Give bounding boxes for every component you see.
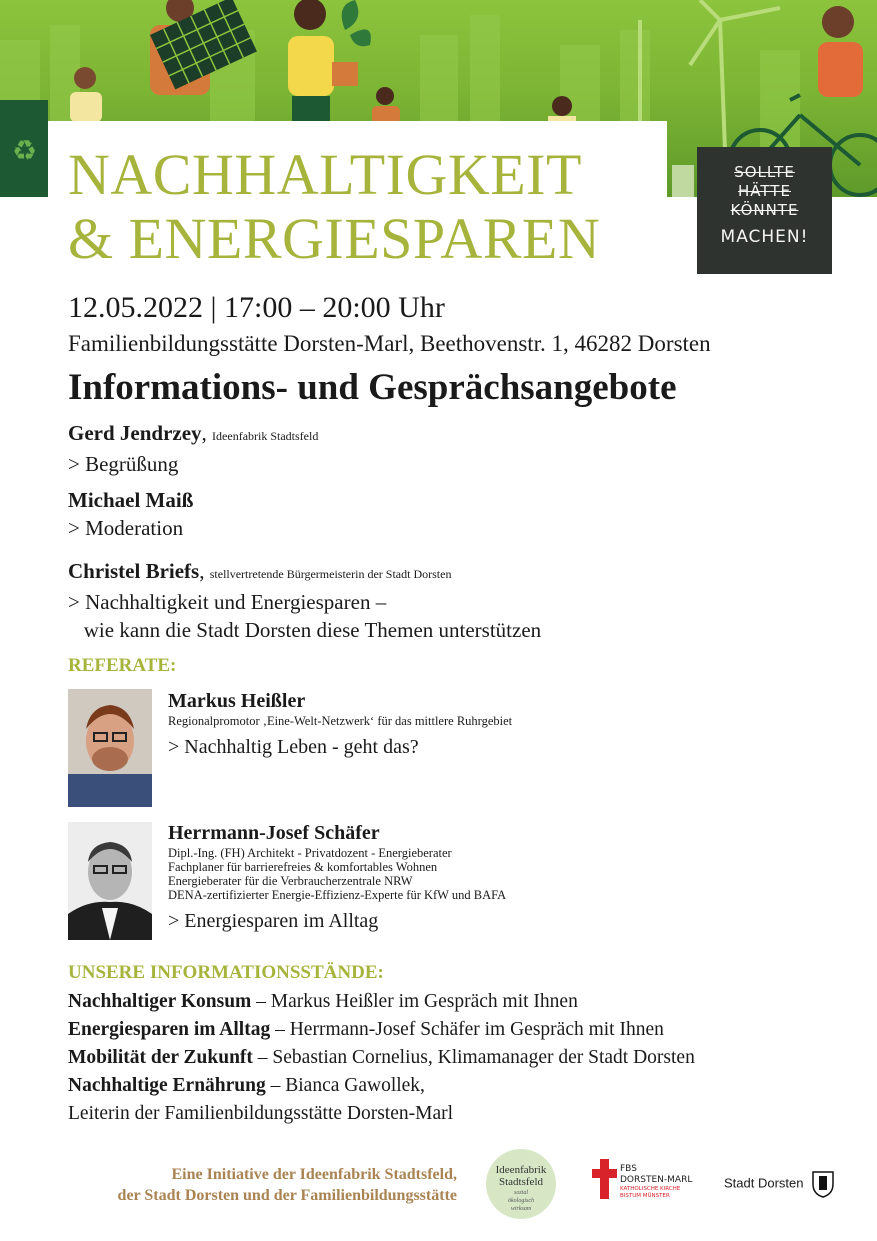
svg-text:ökologisch: ökologisch bbox=[508, 1198, 534, 1204]
program-speaker-name: Michael Maiß bbox=[68, 488, 194, 512]
stand-host: – Herrmann-Josef Schäfer im Gespräch mit Ihnen bbox=[270, 1019, 664, 1040]
stand-topic: Nachhaltiger Konsum bbox=[68, 991, 252, 1012]
program-topic: > Begrüßung bbox=[68, 452, 179, 476]
coat-of-arms-icon bbox=[811, 1170, 835, 1198]
program-speaker-name: Christel Briefs bbox=[68, 559, 200, 583]
speaker-description: Dipl.-Ing. (FH) Architekt - Privatdozent - Energieberater bbox=[168, 846, 452, 860]
event-datetime: 12.05.2022 | 17:00 – 20:00 Uhr bbox=[68, 291, 445, 324]
chalk-crossed-word: HÄTTE bbox=[738, 182, 791, 200]
chalk-crossed-word: KÖNNTE bbox=[730, 201, 799, 219]
program-heading: Informations- und Gesprächsangebote bbox=[68, 367, 677, 408]
speaker-description: Energieberater für die Verbraucherzentrale NRW bbox=[168, 874, 413, 888]
stand-host: – Markus Heißler im Gespräch mit Ihnen bbox=[251, 991, 578, 1012]
title-line-1: NACHHALTIGKEIT bbox=[68, 142, 582, 207]
initiative-note bbox=[62, 1164, 457, 1206]
speaker-topic: > Energiesparen im Alltag bbox=[168, 910, 379, 932]
speaker-description: Fachplaner für barrierefreies & komfortables Wohnen bbox=[168, 860, 438, 874]
title-line-2: & ENERGIESPAREN bbox=[68, 206, 601, 271]
referate-heading: REFERATE: bbox=[68, 655, 177, 676]
speaker-topic: > Nachhaltig Leben - geht das? bbox=[168, 736, 419, 758]
stand-host: – Sebastian Cornelius, Klimamanager der Stadt Dorsten bbox=[252, 1047, 695, 1068]
list-item bbox=[68, 1016, 695, 1044]
speaker-name: Markus Heißler bbox=[168, 690, 306, 712]
speaker-entry bbox=[168, 820, 506, 935]
stands-list bbox=[68, 988, 695, 1128]
stand-host: – Bianca Gawollek, bbox=[265, 1075, 425, 1096]
speaker-photo-schaefer bbox=[68, 822, 152, 940]
fbs-logo bbox=[590, 1157, 710, 1205]
chalkboard-badge bbox=[697, 147, 832, 274]
svg-text:KATHOLISCHE KIRCHE: KATHOLISCHE KIRCHE bbox=[620, 1186, 681, 1192]
program-topic: wie kann die Stadt Dorsten diese Themen unterstützen bbox=[68, 618, 542, 642]
program-topic: > Nachhaltigkeit und Energiesparen – bbox=[68, 590, 387, 614]
initiative-line-2: der Stadt Dorsten und der Familienbildungsstätte bbox=[117, 1187, 457, 1204]
svg-text:BISTUM MÜNSTER: BISTUM MÜNSTER bbox=[620, 1193, 670, 1199]
svg-text:sozial: sozial bbox=[513, 1190, 529, 1196]
program-item bbox=[68, 486, 193, 542]
list-item bbox=[68, 988, 695, 1016]
page-title bbox=[68, 143, 600, 271]
svg-text:Stadtsfeld: Stadtsfeld bbox=[499, 1176, 543, 1188]
stadt-dorsten-label: Stadt Dorsten bbox=[724, 1175, 804, 1191]
stand-topic: Energiesparen im Alltag bbox=[68, 1019, 271, 1040]
stand-host: Leiterin der Familienbildungsstätte Dorsten-Marl bbox=[68, 1103, 454, 1124]
list-item bbox=[68, 1072, 695, 1100]
svg-text:DORSTEN-MARL: DORSTEN-MARL bbox=[620, 1175, 693, 1185]
program-speaker-role: Ideenfabrik Stadtsfeld bbox=[212, 429, 319, 443]
svg-text:FBS: FBS bbox=[620, 1164, 637, 1174]
program-speaker-role: stellvertretende Bürgermeisterin der Stadt Dorsten bbox=[209, 567, 452, 581]
stadt-dorsten-logo bbox=[724, 1170, 835, 1198]
stands-heading: UNSERE INFORMATIONSSTÄNDE: bbox=[68, 962, 384, 983]
chalk-final-word: MACHEN! bbox=[720, 227, 809, 247]
svg-text:♻: ♻ bbox=[12, 134, 38, 167]
svg-text:Ideenfabrik: Ideenfabrik bbox=[495, 1164, 547, 1176]
svg-text:wirksam: wirksam bbox=[510, 1206, 532, 1212]
speaker-description: Regionalpromotor ‚Eine-Welt-Netzwerk‘ für das mittlere Ruhrgebiet bbox=[168, 714, 513, 728]
speaker-photo-heissler bbox=[68, 689, 152, 807]
stand-topic: Nachhaltige Ernährung bbox=[68, 1075, 266, 1096]
speaker-description: DENA-zertifizierter Energie-Effizienz-Experte für KfW und BAFA bbox=[168, 888, 507, 902]
initiative-line-1: Eine Initiative der Ideenfabrik Stadtsfeld, bbox=[171, 1166, 457, 1183]
program-topic: > Moderation bbox=[68, 516, 184, 540]
list-item bbox=[68, 1044, 695, 1072]
program-item: Gerd Jendrzey, Ideenfabrik Stadtsfeld > Begrüßung bbox=[68, 421, 319, 476]
program-item: Christel Briefs, stellvertretende Bürgermeisterin der Stadt Dorsten > Nachhaltigkeit und Energiesparen – wie kann die Stadt Dorsten diese Themen unterstützen bbox=[68, 559, 542, 642]
speaker-entry bbox=[168, 688, 512, 761]
program-speaker-name: Gerd Jendrzey bbox=[68, 421, 202, 445]
speaker-name: Herrmann-Josef Schäfer bbox=[168, 822, 380, 844]
list-item bbox=[68, 1100, 695, 1128]
event-venue: Familienbildungsstätte Dorsten-Marl, Beethovenstr. 1, 46282 Dorsten bbox=[68, 331, 711, 356]
stand-topic: Mobilität der Zukunft bbox=[68, 1047, 253, 1068]
ideenfabrik-logo bbox=[485, 1148, 557, 1225]
chalk-crossed-word: SOLLTE bbox=[734, 163, 795, 181]
